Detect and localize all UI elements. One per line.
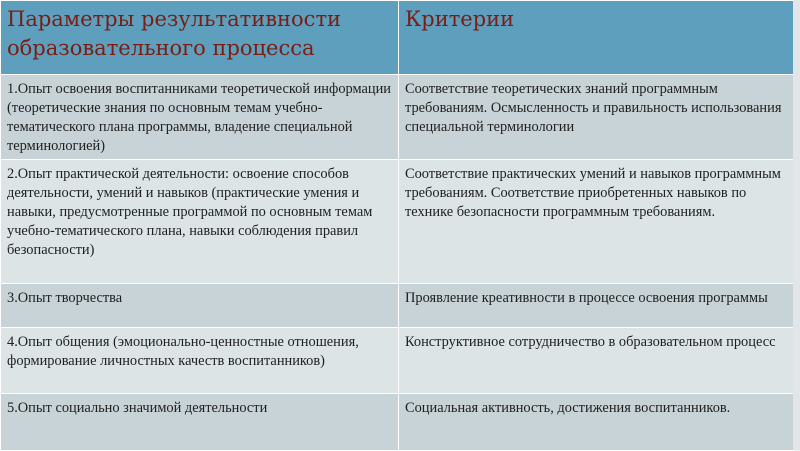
criterion-cell: Социальная активность, достижения воспитанников.	[399, 394, 794, 451]
table-row	[1, 394, 794, 451]
header-parameters: Параметры результативности образовательного процесса	[1, 1, 399, 75]
criterion-cell: Проявление креативности в процессе освоения программы	[399, 284, 794, 328]
parameter-cell: 2.Опыт практической деятельности: освоение способов деятельности, умений и навыков (практические умения и навыки, предусмотренные программой по основным темам учебно-тематического плана, навыки соблюдения правил безопасности)	[1, 160, 399, 284]
criterion-cell: Соответствие теоретических знаний программным требованиям. Осмысленность и правильность использования специальной терминологии	[399, 75, 794, 160]
header-criteria: Критерии	[399, 1, 794, 75]
slide-edge-stripe	[793, 0, 800, 450]
table-row	[1, 75, 794, 160]
parameter-cell: 1.Опыт освоения воспитанниками теоретической информации (теоретические знания по основным темам учебно-тематического плана программы, владение специальной терминологией)	[1, 75, 399, 160]
criterion-cell: Соответствие практических умений и навыков программным требованиям. Соответствие приобретенных навыков по технике безопасности программным требованиям.	[399, 160, 794, 284]
parameter-cell: 3.Опыт творчества	[1, 284, 399, 328]
parameter-cell: 4.Опыт общения (эмоционально-ценностные отношения, формирование личностных качеств воспитанников)	[1, 328, 399, 394]
table-row	[1, 160, 794, 284]
parameter-cell: 5.Опыт социально значимой деятельности	[1, 394, 399, 451]
criterion-cell: Конструктивное сотрудничество в образовательном процесс	[399, 328, 794, 394]
table-header-row	[1, 1, 794, 75]
table-row	[1, 328, 794, 394]
table-row	[1, 284, 794, 328]
